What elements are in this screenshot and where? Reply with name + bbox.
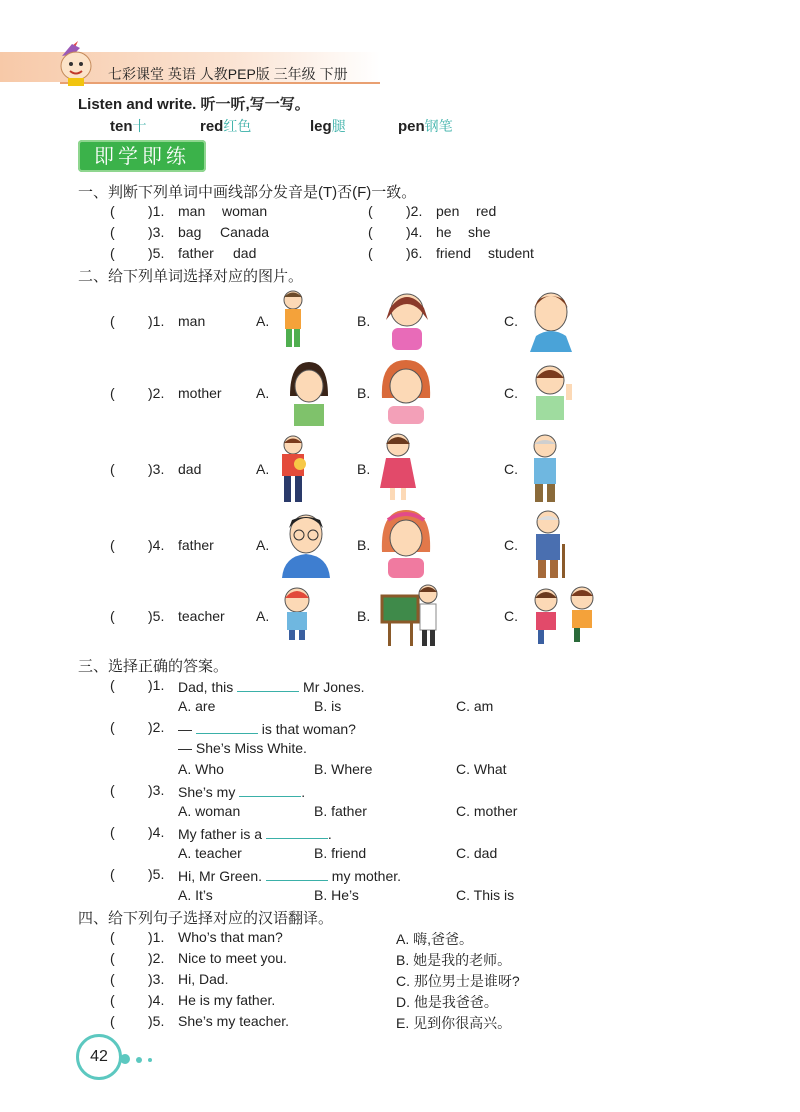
option-c-label: C. xyxy=(504,313,518,329)
question-number: )4. xyxy=(406,224,423,240)
answer-paren: ( xyxy=(110,224,115,240)
child-icon xyxy=(280,586,314,642)
word-a: man xyxy=(178,203,206,219)
girl-headband-icon xyxy=(378,508,434,578)
page-number: 42 xyxy=(76,1034,122,1080)
question-number: )5. xyxy=(148,1013,165,1029)
question-text: My father is a . xyxy=(178,826,332,842)
question-number: )4. xyxy=(148,824,165,840)
option-c: C. What xyxy=(456,761,507,777)
sentence-zh: A. 嗨,爸爸。 xyxy=(396,931,474,947)
question-text: Dad, this Mr Jones. xyxy=(178,679,365,695)
girl-dress-icon xyxy=(378,432,418,502)
answer-paren: ( xyxy=(110,782,115,798)
listen-title-en: Listen and write. xyxy=(78,96,197,113)
option-b-label: B. xyxy=(357,608,371,624)
woman-icon xyxy=(286,360,332,426)
children-running-icon xyxy=(526,582,608,648)
option-a-label: A. xyxy=(256,313,270,329)
word-b: red xyxy=(476,203,497,219)
answer-paren: ( xyxy=(110,719,115,735)
answer-blank[interactable] xyxy=(266,866,328,881)
option-c: C. This is xyxy=(456,887,515,903)
question-text: She’s my . xyxy=(178,784,306,800)
sentence-en: She’s my teacher. xyxy=(178,1013,290,1029)
old-man-cane-icon xyxy=(528,508,570,580)
word-a: bag xyxy=(178,224,202,240)
sentence-zh: D. 他是我爸爸。 xyxy=(396,994,498,1010)
question-number: )3. xyxy=(148,971,165,987)
answer-paren: ( xyxy=(110,929,115,945)
word-item: red红色 xyxy=(200,118,252,135)
word-a: he xyxy=(436,224,452,240)
answer-paren: ( xyxy=(110,950,115,966)
answer-line: — She’s Miss White. xyxy=(178,740,307,756)
answer-blank[interactable] xyxy=(239,782,301,797)
question-number: )1. xyxy=(148,929,165,945)
option-c-label: C. xyxy=(504,608,518,624)
question-text: Hi, Mr Green. my mother. xyxy=(178,868,402,884)
question-number: )2. xyxy=(148,385,165,401)
question-number: )2. xyxy=(148,950,165,966)
section3-title: 三、选择正确的答案。 xyxy=(78,658,229,675)
answer-paren: ( xyxy=(110,537,115,553)
option-a: A. are xyxy=(178,698,216,714)
word-b: student xyxy=(488,245,534,261)
answer-paren: ( xyxy=(110,866,115,882)
option-b: B. friend xyxy=(314,845,367,861)
question-number: )5. xyxy=(148,608,165,624)
answer-paren: ( xyxy=(110,992,115,1008)
option-b-label: B. xyxy=(357,313,371,329)
option-c: C. dad xyxy=(456,845,498,861)
option-b: B. He’s xyxy=(314,887,359,903)
man-face-icon xyxy=(526,286,576,352)
question-number: )5. xyxy=(148,245,165,261)
grandpa-icon xyxy=(526,432,564,504)
answer-paren: ( xyxy=(368,245,373,261)
sentence-zh: E. 见到你很高兴。 xyxy=(396,1015,512,1031)
option-b: B. father xyxy=(314,803,367,819)
question-number: )3. xyxy=(148,224,165,240)
section1-title: 一、判断下列单词中画线部分发音是(T)否(F)一致。 xyxy=(78,184,417,201)
question-number: )6. xyxy=(406,245,423,261)
word-b: she xyxy=(468,224,491,240)
answer-paren: ( xyxy=(110,824,115,840)
question-number: )2. xyxy=(148,719,165,735)
option-c-label: C. xyxy=(504,461,518,477)
father-glasses-icon xyxy=(276,510,336,578)
sentence-zh: C. 那位男士是谁呀? xyxy=(396,973,520,989)
sentence-en: Who’s that man? xyxy=(178,929,283,945)
word-a: pen xyxy=(436,203,460,219)
option-a-label: A. xyxy=(256,461,270,477)
word: father xyxy=(178,537,214,553)
section-banner: 即学即练 xyxy=(78,140,206,172)
boy-waving-icon xyxy=(526,360,576,426)
mascot-icon xyxy=(54,40,102,88)
section2-title: 二、给下列单词选择对应的图片。 xyxy=(78,268,304,285)
word: teacher xyxy=(178,608,225,624)
answer-paren: ( xyxy=(368,224,373,240)
teacher-blackboard-icon xyxy=(380,582,442,648)
question-number: )3. xyxy=(148,461,165,477)
word-item: pen钢笔 xyxy=(398,118,453,135)
answer-paren: ( xyxy=(368,203,373,219)
dad-with-child-icon xyxy=(276,434,310,504)
question-number: )3. xyxy=(148,782,165,798)
option-c: C. mother xyxy=(456,803,518,819)
word-a: father xyxy=(178,245,214,261)
section4-title: 四、给下列句子选择对应的汉语翻译。 xyxy=(78,910,334,927)
decor-dot xyxy=(148,1058,152,1062)
listen-heading xyxy=(78,93,310,114)
word-b: Canada xyxy=(220,224,270,240)
decor-dot xyxy=(120,1054,130,1064)
word: man xyxy=(178,313,206,329)
option-b: B. Where xyxy=(314,761,373,777)
word-item: leg腿 xyxy=(310,118,346,135)
word-item: ten十 xyxy=(110,118,147,135)
sentence-en: Nice to meet you. xyxy=(178,950,287,966)
option-b-label: B. xyxy=(357,537,371,553)
word-b: woman xyxy=(222,203,268,219)
answer-paren: ( xyxy=(110,971,115,987)
header-title: 七彩课堂 英语 人教PEP版 三年级 下册 xyxy=(108,66,348,82)
question-number: )2. xyxy=(406,203,423,219)
question-number: )1. xyxy=(148,203,165,219)
answer-paren: ( xyxy=(110,313,115,329)
option-a: A. woman xyxy=(178,803,241,819)
option-b-label: B. xyxy=(357,461,371,477)
question-number: )1. xyxy=(148,677,165,693)
option-b: B. is xyxy=(314,698,342,714)
answer-paren: ( xyxy=(110,203,115,219)
option-c: C. am xyxy=(456,698,494,714)
option-a-label: A. xyxy=(256,537,270,553)
decor-dot xyxy=(136,1057,142,1063)
option-c-label: C. xyxy=(504,385,518,401)
question-number: )4. xyxy=(148,992,165,1008)
word: mother xyxy=(178,385,222,401)
girl-icon xyxy=(376,288,438,352)
option-a: A. It’s xyxy=(178,887,213,903)
woman-redhair-icon xyxy=(378,358,434,424)
option-a: A. Who xyxy=(178,761,224,777)
word-b: dad xyxy=(233,245,257,261)
listen-title-zh: 听一听,写一写。 xyxy=(200,96,310,113)
word: dad xyxy=(178,461,202,477)
answer-blank[interactable] xyxy=(237,677,299,692)
answer-paren: ( xyxy=(110,461,115,477)
question-number: )4. xyxy=(148,537,165,553)
answer-blank[interactable] xyxy=(266,824,328,839)
answer-blank[interactable] xyxy=(196,719,258,734)
option-b-label: B. xyxy=(357,385,371,401)
answer-paren: ( xyxy=(110,385,115,401)
option-a-label: A. xyxy=(256,385,270,401)
option-c-label: C. xyxy=(504,537,518,553)
sentence-en: He is my father. xyxy=(178,992,276,1008)
option-a-label: A. xyxy=(256,608,270,624)
answer-paren: ( xyxy=(110,677,115,693)
answer-paren: ( xyxy=(110,1013,115,1029)
answer-paren: ( xyxy=(110,245,115,261)
boy-icon xyxy=(278,288,308,354)
question-number: )1. xyxy=(148,313,165,329)
word-a: friend xyxy=(436,245,472,261)
question-text: — is that woman? xyxy=(178,721,356,737)
question-number: )5. xyxy=(148,866,165,882)
sentence-zh: B. 她是我的老师。 xyxy=(396,952,512,968)
sentence-en: Hi, Dad. xyxy=(178,971,229,987)
option-a: A. teacher xyxy=(178,845,242,861)
answer-paren: ( xyxy=(110,608,115,624)
